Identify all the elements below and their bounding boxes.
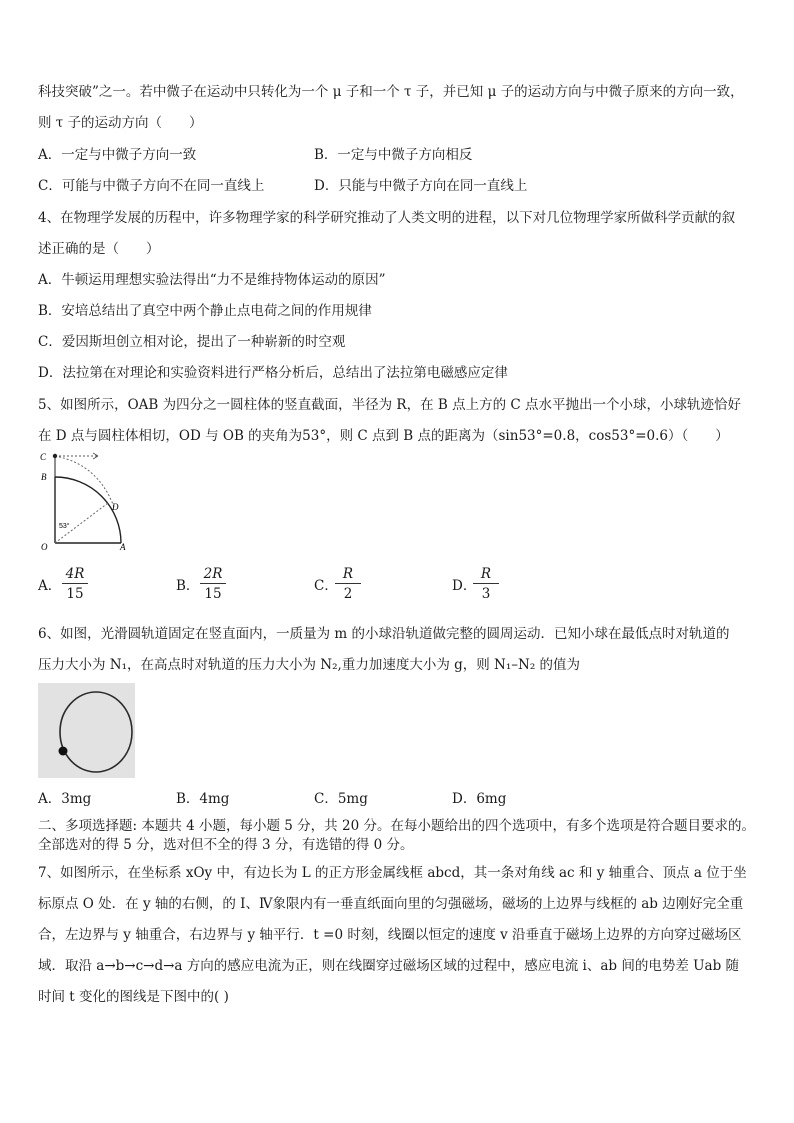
q6-circular-track-photo (38, 683, 135, 778)
q4-stem-line1: 4、在物理学发展的历程中，许多物理学家的科学研究推动了人类文明的进程，以下对几位物理学家所做科学贡献的叙 (38, 210, 736, 226)
q5-option-d-fraction: $\frac{R}{3}$ (473, 566, 499, 602)
q7-stem-line4: 域．取沿 a→b→c→d→a 方向的感应电流为正，则在线圈穿过磁场区域的过程中，感应电流 i、ab 间的电势差 Uab 随 (38, 958, 740, 974)
section2-heading-line1: 二、多项选择题: 本题共 4 小题，每小题 5 分，共 20 分。在每小题给出的四个选项中，有多个选项是符合题目要求的。 (38, 818, 755, 834)
q6-option-d: D．6mg (452, 791, 507, 807)
svg-text:C: C (40, 452, 47, 462)
q3-option-c: C．可能与中微子方向不在同一直线上 (38, 178, 265, 194)
q4-option-b: B．安培总结出了真空中两个静止点电荷之间的作用规律 (38, 303, 372, 319)
q6-option-b: B．4mg (176, 791, 230, 807)
q6-option-a: A．3mg (38, 791, 92, 807)
q4-option-a: A．牛顿运用理想实验法得出“力不是维持物体运动的原因” (38, 272, 386, 288)
q6-stem-line2: 压力大小为 N₁，在高点时对轨道的压力大小为 N₂,重力加速度大小为 g，则 N₁–N₂ 的值为 (38, 657, 581, 673)
q5-option-d-label: D． (452, 578, 477, 594)
q5-option-c-fraction: $\frac{R}{2}$ (335, 566, 361, 602)
q4-stem-line2: 述正确的是（ ） (38, 241, 160, 257)
q5-stem-line2: 在 D 点与圆柱体相切，OD 与 OB 的夹角为53°，则 C 点到 B 点的距离为（sin53°=0.8，cos53°=0.6）（ ） (38, 428, 729, 444)
q3-stem-line2: 则 τ 子的运动方向（ ） (38, 115, 203, 131)
q5-option-b-label: B． (176, 578, 200, 594)
q7-stem-line5: 时间 t 变化的图线是下图中的( ) (38, 989, 229, 1005)
q6-option-c: C．5mg (314, 791, 368, 807)
q3-option-b: B．一定与中微子方向相反 (314, 147, 473, 163)
q5-option-b-fraction: $\frac{2R}{15}$ (200, 566, 226, 602)
q3-option-d: D．只能与中微子方向在同一直线上 (314, 178, 528, 194)
q3-option-a: A．一定与中微子方向一致 (38, 147, 197, 163)
q7-stem-line3: 合，左边界与 y 轴重合，右边界与 y 轴平行．t =0 时刻，线圈以恒定的速度 v 沿垂直于磁场上边界的方向穿过磁场区 (38, 927, 742, 943)
svg-text:D: D (112, 502, 119, 512)
q7-stem-line1: 7、如图所示，在坐标系 xOy 中，有边长为 L 的正方形金属线框 abcd，其一条对角线 ac 和 y 轴重合、顶点 a 位于坐 (38, 865, 747, 881)
q5-option-a-label: A． (38, 578, 62, 594)
q5-option-a-fraction: $\frac{4R}{15}$ (62, 566, 88, 602)
section2-heading-line2: 全部选对的得 5 分，选对但不全的得 3 分，有选错的得 0 分。 (38, 837, 414, 853)
q3-stem-line1: 科技突破”之一。若中微子在运动中只转化为一个 μ 子和一个 τ 子，并已知 μ 子的运动方向与中微子原来的方向一致， (38, 84, 744, 100)
svg-text:A: A (120, 542, 126, 552)
svg-text:B: B (41, 472, 47, 482)
q4-option-c: C．爱因斯坦创立相对论，提出了一种崭新的时空观 (38, 334, 346, 350)
q6-stem-line1: 6、如图，光滑圆轨道固定在竖直面内，一质量为 m 的小球沿轨道做完整的圆周运动．已知小球在最低点时对轨道的 (38, 626, 730, 642)
q5-quarter-circle-figure (38, 450, 138, 554)
q5-option-c-label: C． (314, 578, 338, 594)
q4-option-d: D．法拉第在对理论和实验资料进行严格分析后，总结出了法拉第电磁感应定律 (38, 365, 508, 381)
svg-text:53°: 53° (59, 523, 70, 530)
q5-stem-line1: 5、如图所示，OAB 为四分之一圆柱体的竖直截面，半径为 R，在 B 点上方的 C 点水平抛出一个小球，小球轨迹恰好 (38, 397, 741, 413)
q7-stem-line2: 标原点 O 处．在 y 轴的右侧，的 I、Ⅳ象限内有一垂直纸面向里的匀强磁场，磁场的上边界与线框的 ab 边刚好完全重 (38, 896, 744, 912)
svg-text:O: O (41, 542, 48, 552)
